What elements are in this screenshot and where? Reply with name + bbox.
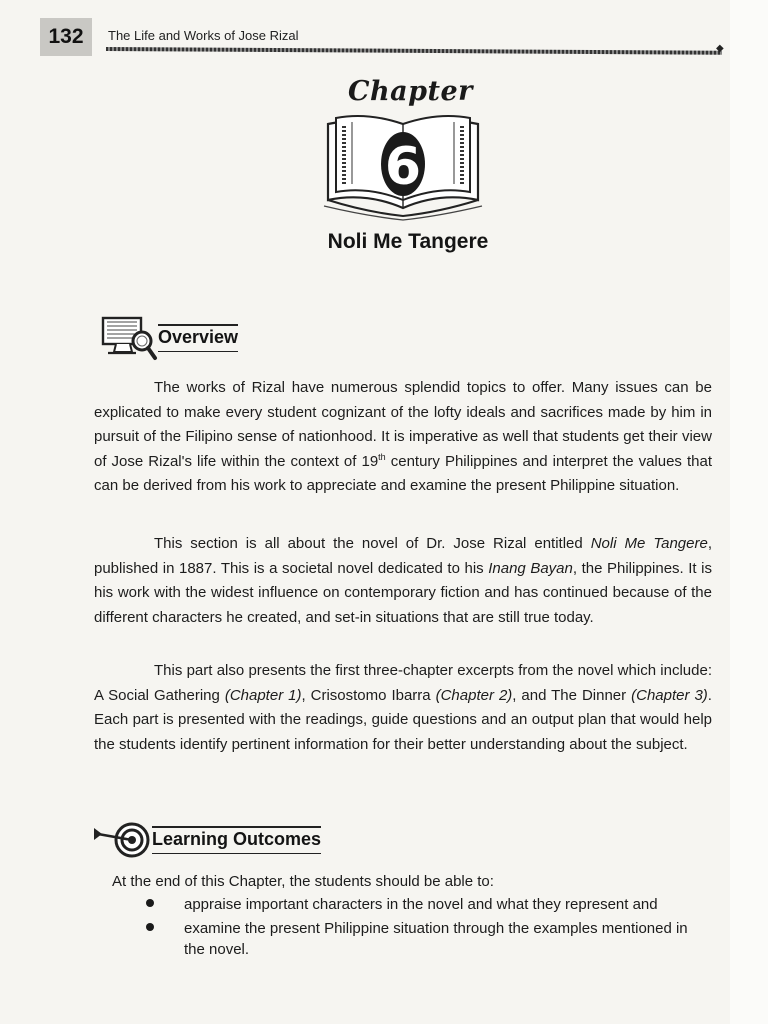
p2-text-a: This section is all about the novel of Dr. Jose Rizal entitled <box>154 535 591 552</box>
p2-novel-title: Noli Me Tangere <box>590 535 708 552</box>
chapter-label: Chapter <box>348 76 473 107</box>
overview-paragraph-2 <box>94 532 712 630</box>
learning-outcomes-title: Learning Outcomes <box>152 826 321 854</box>
p3-text-b: , Crisostomo Ibarra <box>301 686 436 704</box>
outcomes-intro: At the end of this Chapter, the students should be able to: <box>112 873 494 890</box>
monitor-search-icon <box>100 314 158 362</box>
outcomes-list <box>130 894 690 963</box>
p3-chapter-1: (Chapter 1) <box>224 686 302 704</box>
list-item <box>130 918 690 960</box>
running-header-title: The Life and Works of Jose Rizal <box>108 28 299 43</box>
bullet-icon <box>146 923 154 931</box>
p1-text-b: century Philippines and interpret the values that can be derived from his work to appreciate and examine the present Philippine situation. <box>94 452 712 495</box>
p2-text-c: , the Philippines. It is his work with the widest influence on contemporary fiction and has continued because of the different characters he created, and set-in situations that are still true today. <box>94 559 712 626</box>
p1-text-a: The works of Rizal have numerous splendid topics to offer. Many issues can be explicated to make every student cognizant of the lofty ideals and sacrifices made by him in pursuit of the Filipino sense of nationhood. It is imperative as well that students get their view of Jose Rizal's life within the context of 19 <box>94 379 712 470</box>
p2-inang-bayan: Inang Bayan <box>488 559 573 577</box>
bullet-icon <box>146 899 154 907</box>
outcome-text: examine the present Philippine situation through the examples mentioned in the novel. <box>184 920 688 958</box>
p3-text-d: . Each part is presented with the readings, guide questions and an output plan that would help the students identify pertinent information for their better understanding about the subject. <box>94 686 712 753</box>
chapter-title: Noli Me Tangere <box>327 230 489 253</box>
p3-chapter-3: (Chapter 3) <box>631 686 708 704</box>
overview-paragraph-1 <box>94 376 712 499</box>
p1-superscript: th <box>378 451 386 462</box>
learning-outcomes-heading <box>92 820 321 860</box>
overview-paragraph-3 <box>94 659 712 757</box>
p3-text-a: This part also presents the first three-chapter excerpts from the novel which include: A Social Gathering <box>94 662 712 704</box>
open-book-emblem-icon <box>322 112 484 222</box>
header-rule-end-ornament: ◆ <box>716 43 724 54</box>
overview-title: Overview <box>158 324 238 352</box>
list-item <box>130 894 690 915</box>
target-arrow-icon <box>92 820 152 860</box>
p3-chapter-2: (Chapter 2) <box>435 686 513 704</box>
page-edge <box>730 0 768 1024</box>
overview-heading <box>100 314 238 362</box>
p2-text-b: , published in 1887. This is a societal novel dedicated to his <box>94 535 712 577</box>
chapter-number: 6 <box>384 137 422 197</box>
p3-text-c: , and The Dinner <box>512 686 632 704</box>
outcome-text: appraise important characters in the novel and what they represent and <box>184 896 658 913</box>
page-number: 132 <box>40 18 92 56</box>
